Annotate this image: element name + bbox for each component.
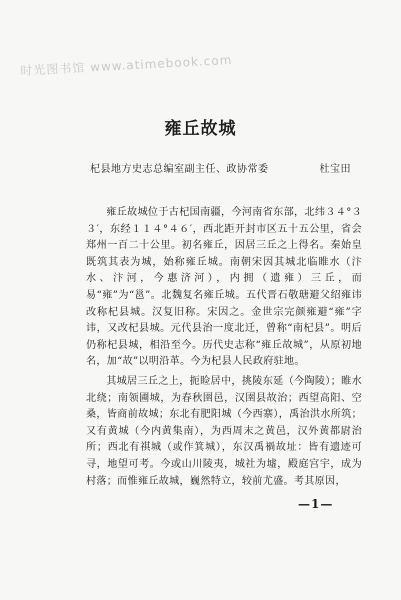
page-title: 雍丘故城 — [164, 119, 237, 139]
author-affiliation: 杞县地方史志总编室副主任、政协常委 — [90, 164, 269, 175]
author-line — [90, 160, 361, 175]
article-body — [86, 205, 362, 493]
author-name: 杜宝田 — [319, 164, 351, 175]
watermark: 时光图书馆 www.atimebook.com — [20, 52, 233, 78]
paragraph: 其城居三丘之上，扼睑居中，挑陵东延（今陶陵）；睢水北绕；南领圃城，为春秋圉邑，汉圉县故治；西望高阳、空桑，皆商前故城；东北有肥阳城（今西寨），禹治洪水所筑；又有黄城（今内黄集南），为西周末之黄邑，汉外黄都尉治所；西北有祺城（或作箕城），东汉禹禍故址：皆有遗迹可寻，地望可考。今或山川陵夷，城社为墟，殿庭宫宇，成为村落；而惟雍丘故城，巍然特立，较前尤盛。考其原因， — [86, 375, 362, 487]
page-number: —1— — [298, 497, 334, 511]
paragraph: 雍丘故城位于古杞国南疆，今河南省东部，北纬３４°３３′，东经１１４°４６′，西北距开封市区五十五公里，省会郑州一百二十公里。初名雍丘，因居三丘之上得名。秦始皇既筑其表为城，始称雍丘城。南朝宋因其城北临睢水（汴水、汴河，今惠济河），内拥（遗雍）三丘，而易“雍”为“邕”。北魏复名雍丘城。五代晋石敬瑭避父绍雍讳改称杞县城。汉复旧称。宋因之。金世宗完颜雍避“雍”字讳，又改杞县城。元代县治一度北迁，曾称“南杞县”。明后仍称杞县城，相沿至今。历代史志称“雍丘故城”，从原初地名，加“故”以明沿革。今为杞县人民政府驻地。 — [86, 207, 362, 368]
